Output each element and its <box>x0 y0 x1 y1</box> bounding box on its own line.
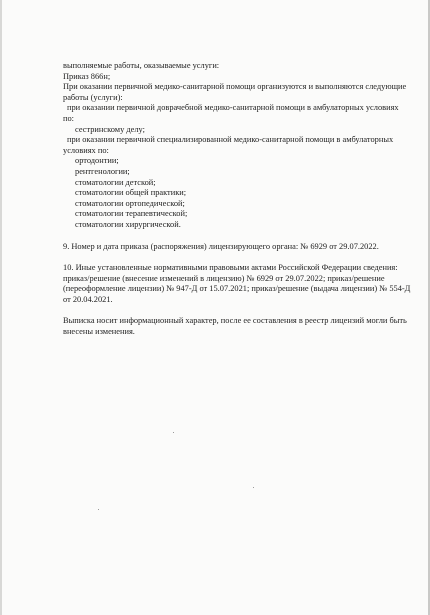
list-item: стоматологии терапевтической; <box>75 209 188 219</box>
scan-speck <box>98 509 99 510</box>
section-8-activities <box>63 61 408 231</box>
specialized-care-heading-line-2: условиях по: <box>63 145 109 155</box>
list-item: стоматологии ортопедической; <box>75 198 185 208</box>
specialized-care-list <box>63 156 408 230</box>
other-info-line-4: от 20.04.2021. <box>63 294 113 304</box>
list-item: ортодонтии; <box>75 156 119 166</box>
notice-line-2: внесены изменения. <box>63 327 135 337</box>
section-9-order-number <box>63 242 408 253</box>
document-body <box>63 61 411 338</box>
specialized-care-heading-line-1: при оказании первичной специализированной медико-санитарной помощи в амбулаторных <box>67 135 394 145</box>
organization-statement-line-1: При оказании первичной медико-санитарной помощи организуются и выполняются следующие <box>63 82 407 92</box>
order-reference: Приказ 866н; <box>63 71 111 81</box>
scan-edge-left <box>0 0 2 615</box>
other-info-line-3: (переоформление лицензии) № 947-Д от 15.07.2021; приказ/решение (выдача лицензии) № 554-Д <box>63 284 411 294</box>
organization-statement-line-2: работы (услуги): <box>63 92 123 102</box>
list-item: стоматологии хирургической. <box>75 219 181 229</box>
pre-medical-care-list <box>63 125 408 136</box>
section-10-other-info <box>63 263 411 305</box>
scan-speck <box>253 487 254 488</box>
list-item: рентгенологии; <box>75 166 130 176</box>
activities-intro: выполняемые работы, оказываемые услуги: <box>63 61 220 70</box>
list-item: стоматологии общей практики; <box>75 188 187 198</box>
pre-medical-care-heading-line-1: при оказании первичной доврачебной медико-санитарной помощи в амбулаторных условиях <box>67 103 399 113</box>
order-number-text: 9. Номер и дата приказа (распоряжения) лицензирующего органа: № 6929 от 29.07.2022. <box>63 241 379 251</box>
other-info-line-1: 10. Иные установленные нормативными правовыми актами Российской Федерации сведения: <box>63 263 398 273</box>
list-item: сестринскому делу; <box>75 124 145 134</box>
scan-speck <box>173 432 174 433</box>
other-info-line-2: приказ/решение (внесение изменений в лицензию) № 6929 от 29.07.2022; приказ/решение <box>63 273 385 283</box>
pre-medical-care-heading-line-2: по: <box>63 113 74 123</box>
disclaimer-notice <box>63 316 408 337</box>
notice-line-1: Выписка носит информационный характер, после ее составления в реестр лицензий могли быть <box>63 316 407 326</box>
list-item: стоматологии детской; <box>75 177 156 187</box>
